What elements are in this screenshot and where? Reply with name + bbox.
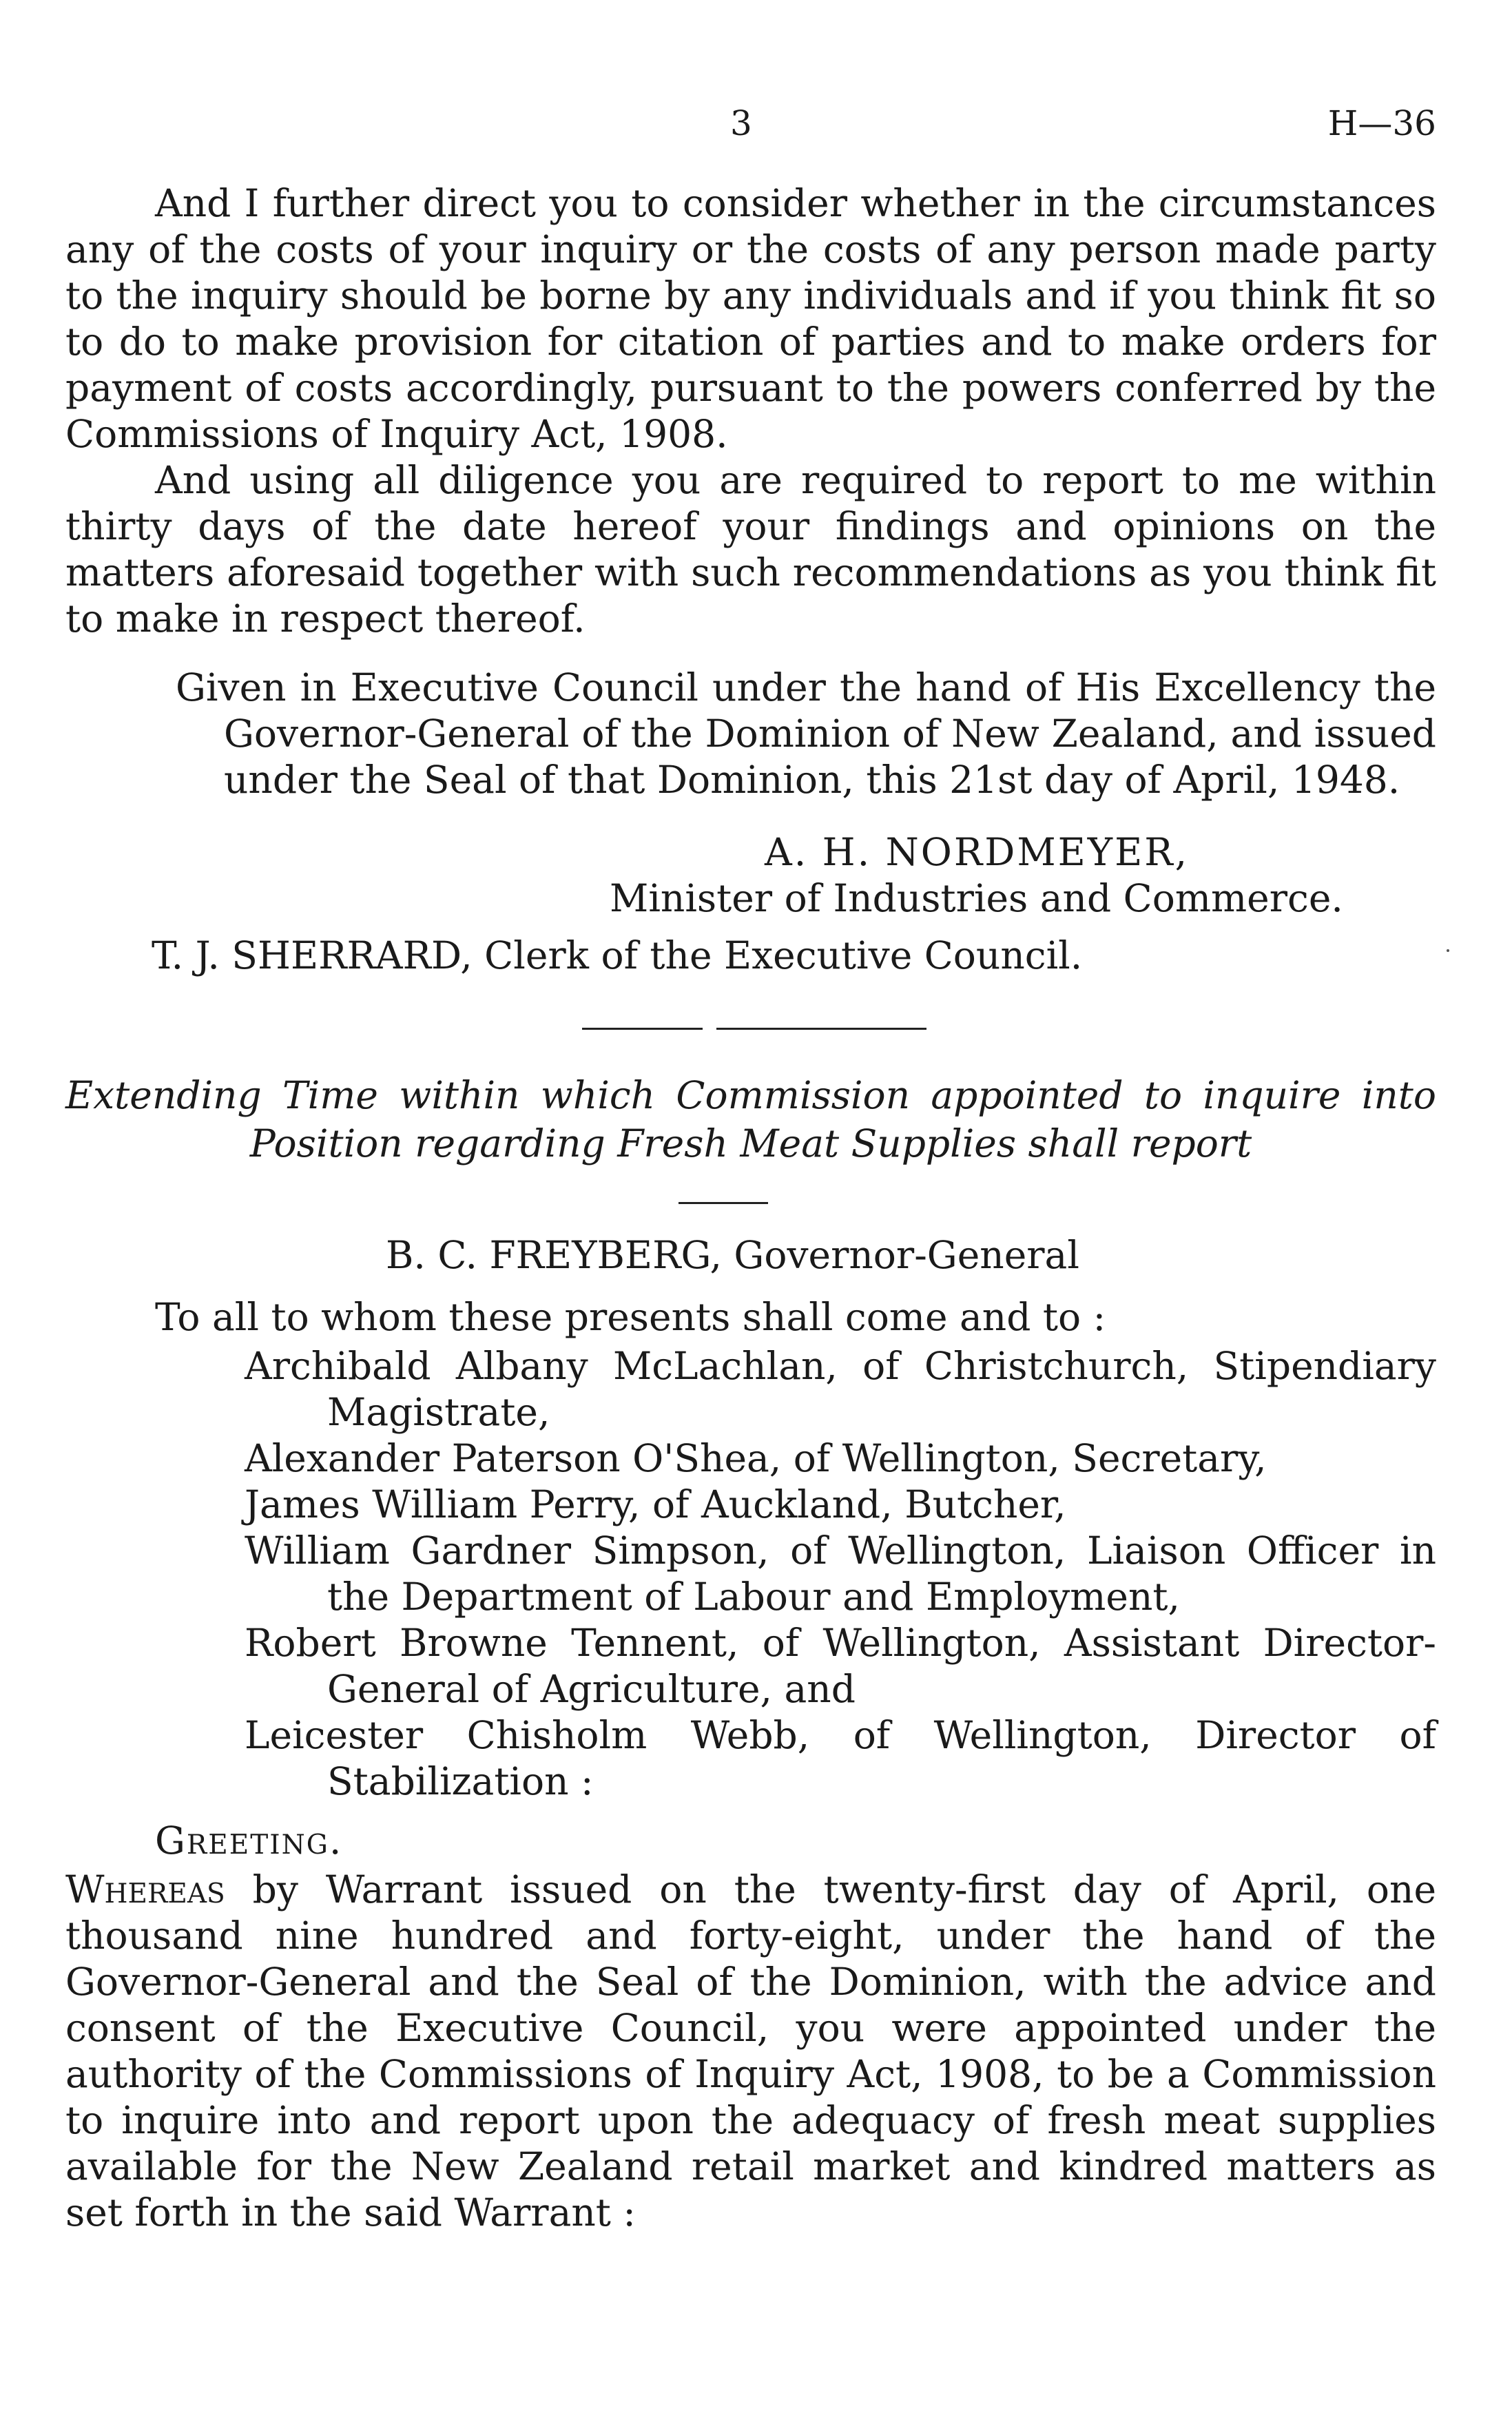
ink-speck — [1447, 949, 1449, 952]
divider-rule-left — [582, 1028, 703, 1030]
list-item: James William Perry, of Auckland, Butcher, — [245, 1482, 1066, 1526]
clerk-signature: T. J. SHERRARD, Clerk of the Executive Council. — [152, 933, 1083, 977]
whereas-paragraph — [65, 1867, 1436, 2236]
title-underline-rule — [679, 1202, 768, 1204]
whereas-lead: Whereas — [65, 1867, 225, 1911]
greeting: Greeting. — [155, 1819, 343, 1863]
list-item: Archibald Albany McLachlan, of Christchurch, Stipendiary Magistrate, — [245, 1344, 1436, 1434]
document-reference: H—36 — [1327, 103, 1436, 143]
governor-general-line: B. C. FREYBERG, Governor-General — [386, 1233, 1079, 1277]
minister-signature-name: A. H. NORDMEYER, — [765, 830, 1190, 874]
minister-signature-title: Minister of Industries and Commerce. — [610, 876, 1343, 920]
appointee-list — [245, 1343, 1436, 1805]
list-item: Leicester Chisholm Webb, of Wellington, Director of Stabilization : — [245, 1713, 1436, 1803]
page-number: 3 — [730, 103, 752, 143]
paragraph-report-deadline: And using all diligence you are required to report to me within thirty days of the date hereof your findings and opinions on the matters aforesaid together with such recommendations as you think fit to make in respect thereof. — [65, 458, 1436, 641]
list-item: Alexander Paterson O'Shea, of Wellington, Secretary, — [245, 1436, 1267, 1480]
given-in-council: Given in Executive Council under the hand of His Excellency the Governor-General of the Dominion of New Zealand, and issued under the Seal of that Dominion, this 21st day of April, 1948. — [176, 665, 1436, 802]
salutation: To all to whom these presents shall come and to : — [155, 1295, 1106, 1339]
whereas-body: by Warrant issued on the twenty-first day of April, one thousand nine hundred and forty-eight, under the hand of the Governor-General and the Seal of the Dominion, with the advice and consent of the Executive Council, you were appointed under the authority of the Commissions of Inquiry Act, 1908, to be a Commission to inquire into and report upon the adequacy of fresh meat supplies available for the New Zealand retail market and kindred matters as set forth in the said Warrant : — [65, 1867, 1436, 2235]
divider-rule-right — [716, 1028, 926, 1030]
list-item: William Gardner Simpson, of Wellington, Liaison Officer in the Department of Labour and Employment, — [245, 1529, 1436, 1619]
list-item: Robert Browne Tennent, of Wellington, Assistant Director-General of Agriculture, and — [245, 1621, 1436, 1711]
section-title: Extending Time within which Commission appointed to inquire into Position regarding Fresh Meat Supplies shall report — [65, 1073, 1436, 1165]
paragraph-costs: And I further direct you to consider whether in the circumstances any of the costs of your inquiry or the costs of any person made party to the inquiry should be borne by any individuals and if you think fit so to do to make provision for citation of parties and to make orders for payment of costs accordingly, pursuant to the powers conferred by the Commissions of Inquiry Act, 1908. — [65, 181, 1436, 456]
